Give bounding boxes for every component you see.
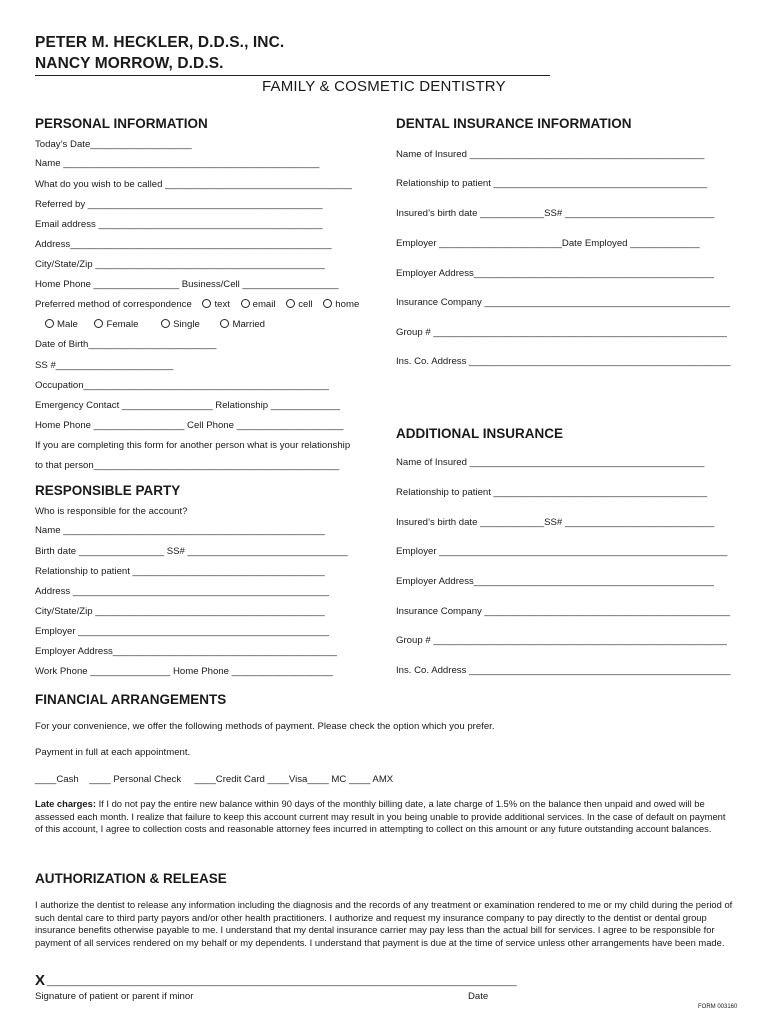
dental-employer-field[interactable]: Employer _______________________Date Employed _____________	[396, 238, 700, 249]
additional-address-field[interactable]: Ins. Co. Address _________________________________________________	[396, 665, 731, 676]
section-personal-title: PERSONAL INFORMATION	[35, 116, 208, 131]
ssn-field[interactable]: SS #______________________	[35, 360, 174, 371]
correspondence-label: Preferred method of correspondence	[35, 299, 192, 310]
practice-name-2: NANCY MORROW, D.D.S.	[35, 55, 224, 72]
section-additional-title: ADDITIONAL INSURANCE	[396, 426, 564, 441]
section-financial-title: FINANCIAL ARRANGEMENTS	[35, 692, 227, 707]
home-phone-field[interactable]: Home Phone ________________ Business/Cell __________________	[35, 279, 339, 290]
radio-single[interactable]: Single	[161, 319, 200, 330]
practice-name-1: PETER M. HECKLER, D.D.S., INC.	[35, 34, 285, 51]
emergency-phone-field[interactable]: Home Phone _________________ Cell Phone ____________________	[35, 420, 344, 431]
todays-date-field[interactable]: Today’s Date___________________	[35, 139, 192, 150]
radio-circle-icon	[45, 319, 54, 328]
signature-label: Signature of patient or parent if minor	[35, 991, 194, 1002]
additional-relationship-field[interactable]: Relationship to patient ________________________________________	[396, 487, 708, 498]
section-responsible-title: RESPONSIBLE PARTY	[35, 483, 181, 498]
radio-circle-icon	[220, 319, 229, 328]
radio-circle-icon	[202, 299, 211, 308]
dental-address-field[interactable]: Ins. Co. Address _________________________________________________	[396, 356, 731, 367]
responsible-relationship-field[interactable]: Relationship to patient ____________________________________	[35, 566, 325, 577]
responsible-address-field[interactable]: Address ________________________________________________	[35, 586, 329, 597]
dental-company-field[interactable]: Insurance Company ______________________________________________	[396, 297, 730, 308]
city-state-zip-field[interactable]: City/State/Zip ___________________________________________	[35, 259, 325, 270]
relationship-field[interactable]: to that person______________________________________________	[35, 460, 340, 471]
preferred-name-field[interactable]: What do you wish to be called ___________________________________	[35, 179, 352, 190]
radio-circle-icon	[94, 319, 103, 328]
radio-home[interactable]: home	[323, 299, 359, 310]
additional-employer-field[interactable]: Employer ______________________________________________________	[396, 546, 728, 557]
radio-cell[interactable]: cell	[286, 299, 312, 310]
responsible-city-field[interactable]: City/State/Zip ___________________________________________	[35, 606, 325, 617]
additional-employer-address-field[interactable]: Employer Address_____________________________________________	[396, 576, 714, 587]
late-charges-paragraph	[35, 798, 735, 836]
additional-name-insured-field[interactable]: Name of Insured ____________________________________________	[396, 457, 705, 468]
responsible-employer-address-field[interactable]: Employer Address__________________________________________	[35, 646, 337, 657]
radio-male[interactable]: Male	[45, 319, 78, 330]
correspondence-row	[35, 299, 359, 310]
additional-company-field[interactable]: Insurance Company ______________________________________________	[396, 606, 730, 617]
radio-text[interactable]: text	[202, 299, 229, 310]
financial-full-payment: Payment in full at each appointment.	[35, 747, 191, 758]
status-row	[45, 319, 265, 330]
responsible-employer-field[interactable]: Employer _______________________________________________	[35, 626, 329, 637]
additional-birth-ss-field[interactable]: Insured’s birth date ____________SS# ____________________________	[396, 517, 715, 528]
late-charges-text: If I do not pay the entire new balance within 90 days of the monthly billing date, a late charge of 1.5% on the balance then unpaid and owed will be assessed each month. I realize that failure to keep this account current may result in you being unable to provide additional services. In the case of default on payment of this account, I agree to collection costs and reasonable attorney fees incurred in attempting to collect on this amount or any future outstanding account balances.	[35, 798, 726, 834]
responsible-birth-ss-field[interactable]: Birth date ________________ SS# ______________________________	[35, 546, 348, 557]
additional-group-field[interactable]: Group # _______________________________________________________	[396, 635, 727, 646]
radio-married[interactable]: Married	[220, 319, 265, 330]
date-label: Date	[468, 991, 489, 1002]
radio-circle-icon	[161, 319, 170, 328]
radio-circle-icon	[323, 299, 332, 308]
dob-field[interactable]: Date of Birth________________________	[35, 339, 217, 350]
dental-relationship-field[interactable]: Relationship to patient ________________________________________	[396, 178, 708, 189]
referred-by-field[interactable]: Referred by ____________________________________________	[35, 199, 323, 210]
radio-circle-icon	[241, 299, 250, 308]
signature-x-mark: X	[35, 972, 46, 989]
dental-name-insured-field[interactable]: Name of Insured ____________________________________________	[396, 149, 705, 160]
emergency-contact-field[interactable]: Emergency Contact _________________ Relationship _____________	[35, 400, 341, 411]
radio-email[interactable]: email	[241, 299, 276, 310]
name-field[interactable]: Name ________________________________________________	[35, 158, 320, 169]
form-number: FORM 003160	[698, 1004, 738, 1010]
radio-circle-icon	[286, 299, 295, 308]
address-field[interactable]: Address_________________________________________________	[35, 239, 332, 250]
practice-subtitle: FAMILY & COSMETIC DENTISTRY	[262, 78, 506, 95]
responsible-phone-field[interactable]: Work Phone _______________ Home Phone ___________________	[35, 666, 334, 677]
authorization-paragraph: I authorize the dentist to release any information including the diagnosis and the records of any treatment or examination rendered to me or my child during the period of such dental care to third party payors and/or other health practitioners. I authorize and request my insurance company to pay directly to the dentist or dental group insurance benefits otherwise payable to me. I understand that my dental insurance carrier may pay less than the actual bill for services. I agree to be responsible for payment of all services rendered on my behalf or my dependents. I understand that payment is due at the time of service unless other arrangements have been made.	[35, 899, 733, 948]
financial-intro: For your convenience, we offer the following methods of payment. Please check the option which you prefer.	[35, 721, 495, 732]
responsible-name-field[interactable]: Name _________________________________________________	[35, 525, 325, 536]
relationship-question: If you are completing this form for another person what is your relationship	[35, 440, 351, 451]
header-rule	[35, 75, 550, 76]
dental-group-field[interactable]: Group # _______________________________________________________	[396, 327, 727, 338]
radio-female[interactable]: Female	[94, 319, 138, 330]
section-authorization-title: AUTHORIZATION & RELEASE	[35, 871, 227, 886]
late-charges-label: Late charges:	[35, 798, 96, 809]
payment-methods-field[interactable]: ____Cash ____ Personal Check ____Credit Card ____Visa____ MC ____ AMX	[35, 774, 394, 785]
responsible-question: Who is responsible for the account?	[35, 506, 188, 517]
signature-line[interactable]: ________________________________________________________________________________________	[47, 976, 517, 987]
occupation-field[interactable]: Occupation______________________________________________	[35, 380, 329, 391]
dental-birth-ss-field[interactable]: Insured’s birth date ____________SS# ____________________________	[396, 208, 715, 219]
dental-employer-address-field[interactable]: Employer Address_____________________________________________	[396, 268, 714, 279]
email-field[interactable]: Email address __________________________________________	[35, 219, 323, 230]
section-dental-title: DENTAL INSURANCE INFORMATION	[396, 116, 632, 131]
